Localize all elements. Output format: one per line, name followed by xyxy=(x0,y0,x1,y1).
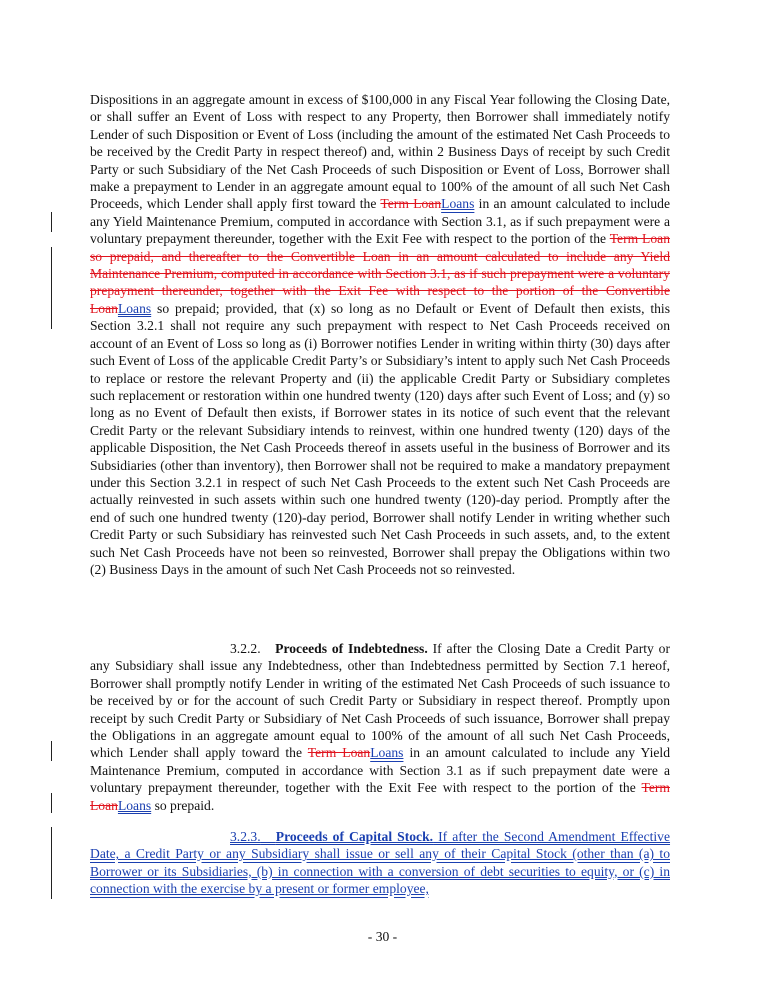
change-bar xyxy=(51,247,52,329)
text-segment: so prepaid. xyxy=(151,797,215,813)
text-segment: in an amount calculated to include any Yield Maintenance Premium, computed in accordance with Section 3.1, as if such prepayment were a voluntary prepayment thereunder, together with the Exit Fee with respect to the portion of the xyxy=(90,196,670,247)
inserted-text: Loans xyxy=(370,745,404,761)
deleted-text: Term Loan xyxy=(380,196,442,212)
page-number: - 30 - xyxy=(367,929,398,944)
inserted-text: Loans xyxy=(117,300,152,316)
paragraph-3-2-2 xyxy=(90,640,670,814)
inserted-text: Loans xyxy=(117,797,152,813)
paragraph-3-2-1-continued xyxy=(90,91,670,578)
inserted-text: Loans xyxy=(441,196,475,212)
paragraph-3-2-3-inserted xyxy=(90,828,670,898)
section-number: 3.2.3. xyxy=(230,829,261,844)
section-heading: Proceeds of Indebtedness. xyxy=(275,641,428,656)
deleted-text: Term Loan xyxy=(307,745,371,761)
change-bar xyxy=(51,793,52,813)
text-segment: in an amount calculated to include any Yield Maintenance Premium, computed in accordance with Section 3.1 as if such prepayment date were a voluntary prepayment thereunder, together with the Exit Fee with respect to the portion of the xyxy=(90,745,670,796)
change-bar xyxy=(51,827,52,899)
text-segment: If after the Closing Date a Credit Party or any Subsidiary shall issue any Indebtedness, other than Indebtedness permitted by Section 7.1 hereof, Borrower shall promptly notify Lender in writing of the estimated Net Cash Proceeds of such issuance to be received by or for the account of such Credit Party or Subsidiary in respect thereof. Promptly upon receipt by such Credit Party or Subsidiary of Net Cash Proceeds of such issuance, Borrower shall prepay the Obligations in an aggregate amount equal to 100% of the amount of all such Net Cash Proceeds, which Lender shall apply toward the xyxy=(90,641,670,761)
change-bar xyxy=(51,212,52,232)
deleted-text: Term Loan so prepaid, and thereafter to the Convertible Loan in an amount calculated to include any Yield Maintenance Premium, computed in accordance with Section 3.1, as if such prepayment were a voluntary prepayment thereunder, together with the Exit Fee with respect to the portion of the Convertible Loan xyxy=(90,231,670,316)
text-segment: If after the Second Amendment Effective Date, a Credit Party or any Subsidiary shall issue or sell any of their Capital Stock (other than (a) to Borrower or its Subsidiaries, (b) in connection with a conversion of debt securities to equity, or (c) in connection with the exercise by a present or former employee, xyxy=(90,829,671,897)
change-bar xyxy=(51,741,52,761)
text-segment: so prepaid; provided, that (x) so long as no Default or Event of Default then exists, this Section 3.2.1 shall not require any such prepayment with respect to Net Cash Proceeds received on account of an Event of Loss so long as (i) Borrower notifies Lender in writing within thirty (30) days after such Event of Loss of the applicable Credit Party’s or Subsidiary’s intent to apply such Net Cash Proceeds to replace or restore the relevant Property and (ii) the applicable Credit Party or Subsidiary completes such replacement or restoration within one hundred twenty (120) days after such Event of Loss; and (y) so long as no Event of Default then exists, if Borrower states in its notice of such event that the relevant Credit Party or the relevant Subsidiary intends to reinvest, within one hundred twenty (120) days of the applicable Disposition, the Net Cash Proceeds thereof in assets useful in the business of Borrower and its Subsidiaries (other than inventory), then Borrower shall not be required to make a mandatory prepayment under this Section 3.2.1 in respect of such Net Cash Proceeds to the extent such Net Cash Proceeds are actually reinvested in such assets within such one hundred twenty (120)-day period. Promptly after the end of such one hundred twenty (120)-day period, Borrower shall notify Lender in writing whether such Credit Party or such Subsidiary has reinvested such Net Cash Proceeds in such assets, and, to the extent such Net Cash Proceeds have not been so reinvested, Borrower shall prepay the Obligations within two (2) Business Days in the amount of such Net Cash Proceeds not so reinvested. xyxy=(90,300,670,577)
deleted-text: Term Loan xyxy=(90,780,670,813)
section-heading: Proceeds of Capital Stock. xyxy=(275,829,434,844)
text-segment: Dispositions in an aggregate amount in excess of $100,000 in any Fiscal Year following the Closing Date, or shall suffer an Event of Loss with respect to any Property, then Borrower shall immediately notify Lender of such Disposition or Event of Loss (including the amount of the estimated Net Cash Proceeds to be received by the Credit Party in respect thereof) and, within 2 Business Days of receipt by such Credit Party or such Subsidiary of the Net Cash Proceeds of such Disposition or Event of Loss, Borrower shall make a prepayment to Lender in an aggregate amount equal to 100% of the amount of all such Net Cash Proceeds, which Lender shall apply first toward the xyxy=(90,92,670,212)
section-number: 3.2.2. xyxy=(230,641,261,656)
